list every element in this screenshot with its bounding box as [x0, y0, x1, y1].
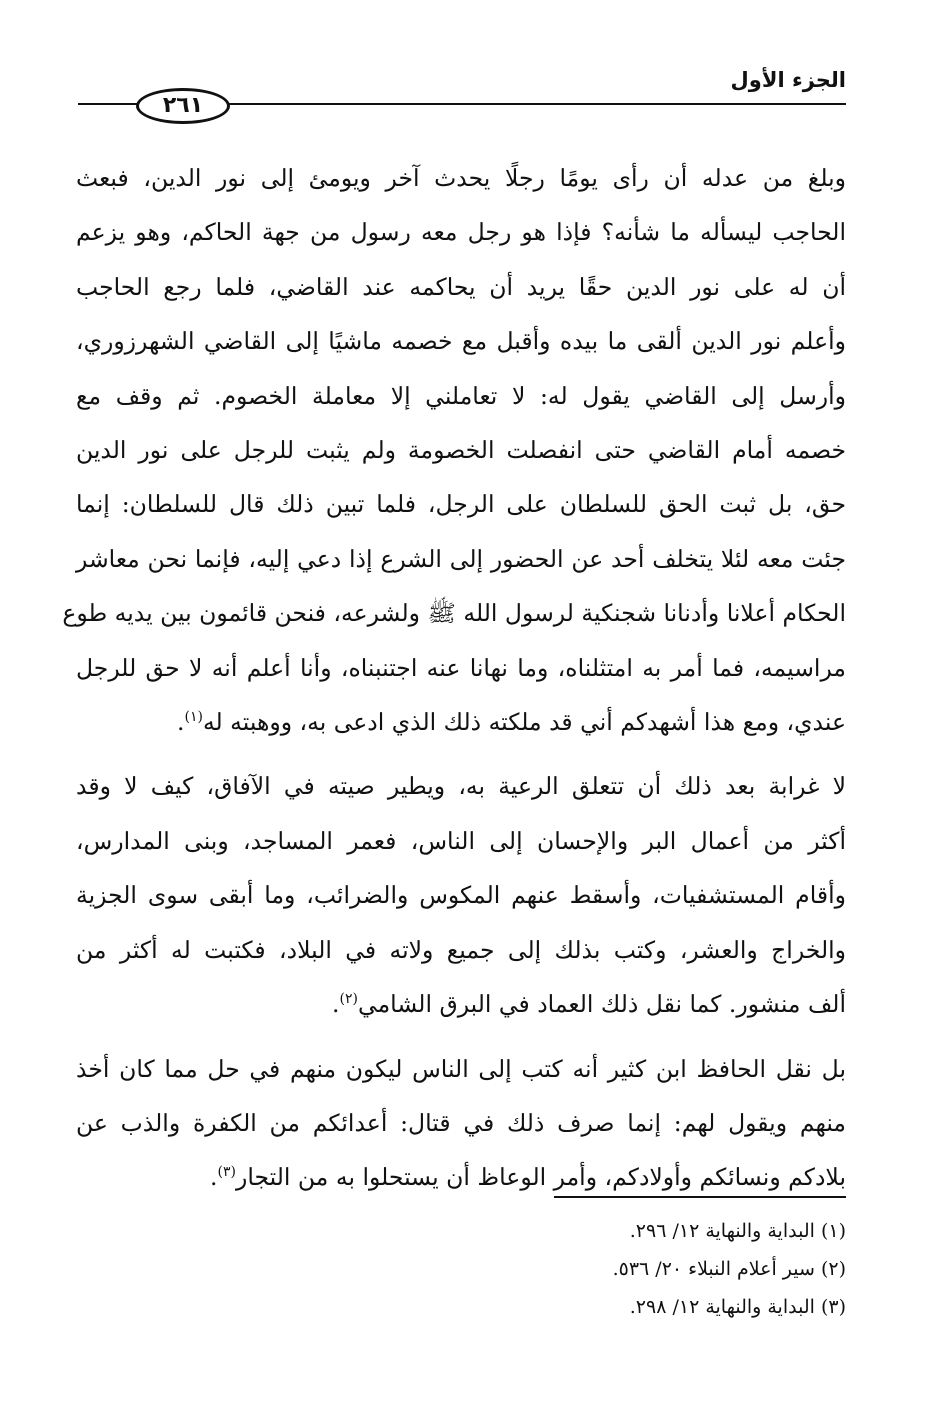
text-line: وأعلم نور الدين ألقى ما بيده وأقبل مع خصمه ماشيًا إلى القاضي الشهرزوري،: [76, 327, 846, 356]
footnote-separator: [554, 1196, 846, 1198]
page-number: ٢٦١: [162, 93, 204, 118]
volume-title: الجزء الأول: [730, 68, 846, 92]
text-line: مراسيمه، فما أمر به امتثلناه، وما نهانا عنه اجتنبناه، وأنا أعلم أنه لا حق للرجل: [76, 653, 846, 682]
footnote-ref-1: (١): [184, 709, 203, 726]
text-line: منهم ويقول لهم: إنما صرف ذلك في قتال: أعدائكم من الكفرة والذب عن: [76, 1108, 846, 1137]
footnotes: [246, 1212, 846, 1326]
page-header: [78, 66, 846, 126]
footnote-ref-2: (٢): [339, 991, 358, 1008]
text-line: الحكام أعلانا وأدنانا شجنكية لرسول الله ﷺ ولشرعه، فنحن قائمون بين يديه طوع: [62, 599, 846, 628]
page-number-badge: [136, 88, 230, 124]
text-line: حق، بل ثبت الحق للسلطان على الرجل، فلما تبين ذلك قال للسلطان: إنما: [76, 490, 846, 519]
text-line: لا غرابة بعد ذلك أن تتعلق الرعية به، ويطير صيته في الآفاق، كيف لا وقد: [76, 772, 846, 801]
text-line: الحاجب ليسأله ما شأنه؟ فإذا هو رجل معه رسول من جهة الحاكم، وهو يزعم: [76, 218, 846, 247]
footnote-2: (٢) سير أعلام النبلاء ٢٠/ ٥٣٦.: [612, 1258, 846, 1280]
text-line: ألف منشور. كما نقل ذلك العماد في البرق الشامي$^{(٢)}$.: [332, 990, 846, 1019]
text-line-content: ألف منشور. كما نقل ذلك العماد في البرق الشامي: [358, 990, 846, 1019]
main-text: [62, 151, 846, 1205]
text-line: وأقام المستشفيات، وأسقط عنهم المكوس والضرائب، وما أبقى سوى الجزية: [76, 881, 846, 910]
footnote-3: (٣) البداية والنهاية ١٢/ ٢٩٨.: [629, 1296, 846, 1318]
paragraph-2: [76, 759, 846, 1031]
text-line: والخراج والعشر، وكتب بذلك إلى جميع ولاته في البلاد، فكتبت له أكثر من: [76, 935, 846, 964]
paragraph-1: [62, 151, 846, 749]
text-line: خصمه أمام القاضي حتى انفصلت الخصومة ولم يثبت للرجل على نور الدين: [76, 436, 846, 465]
text-line: وبلغ من عدله أن رأى يومًا رجلًا يحدث آخر ويومئ إلى نور الدين، فبعث: [76, 164, 846, 192]
text-line: بلادكم ونسائكم وأولادكم، وأمر الوعاظ أن يستحلوا به من التجار$^{(٣)}$.: [210, 1163, 846, 1192]
paragraph-3: [76, 1042, 846, 1205]
text-line: أن له على نور الدين حقًا يريد أن يحاكمه عند القاضي، فلما رجع الحاجب: [76, 272, 846, 301]
text-line: وأرسل إلى القاضي يقول له: لا تعاملني إلا معاملة الخصوم. ثم وقف مع: [76, 381, 846, 410]
footnote-ref-3: (٣): [217, 1164, 236, 1181]
text-line: جئت معه لئلا يتخلف أحد عن الحضور إلى الشرع إذا دعي إليه، فإنما نحن معاشر: [76, 544, 846, 573]
text-line: عندي، ومع هذا أشهدكم أني قد ملكته ذلك الذي ادعى به، ووهبته له$^{(١)}$.: [176, 708, 846, 737]
text-line-content: عندي، ومع هذا أشهدكم أني قد ملكته ذلك الذي ادعى به، ووهبته له: [202, 708, 846, 737]
footnote-1: (١) البداية والنهاية ١٢/ ٢٩٦.: [629, 1220, 846, 1242]
text-line: أكثر من أعمال البر والإحسان إلى الناس، فعمر المساجد، وبنى المدارس،: [76, 826, 846, 855]
text-line: بل نقل الحافظ ابن كثير أنه كتب إلى الناس ليكون منهم في حل مما كان أخذ: [76, 1054, 846, 1083]
text-line-content: بلادكم ونسائكم وأولادكم، وأمر الوعاظ أن يستحلوا به من التجار: [235, 1163, 846, 1192]
